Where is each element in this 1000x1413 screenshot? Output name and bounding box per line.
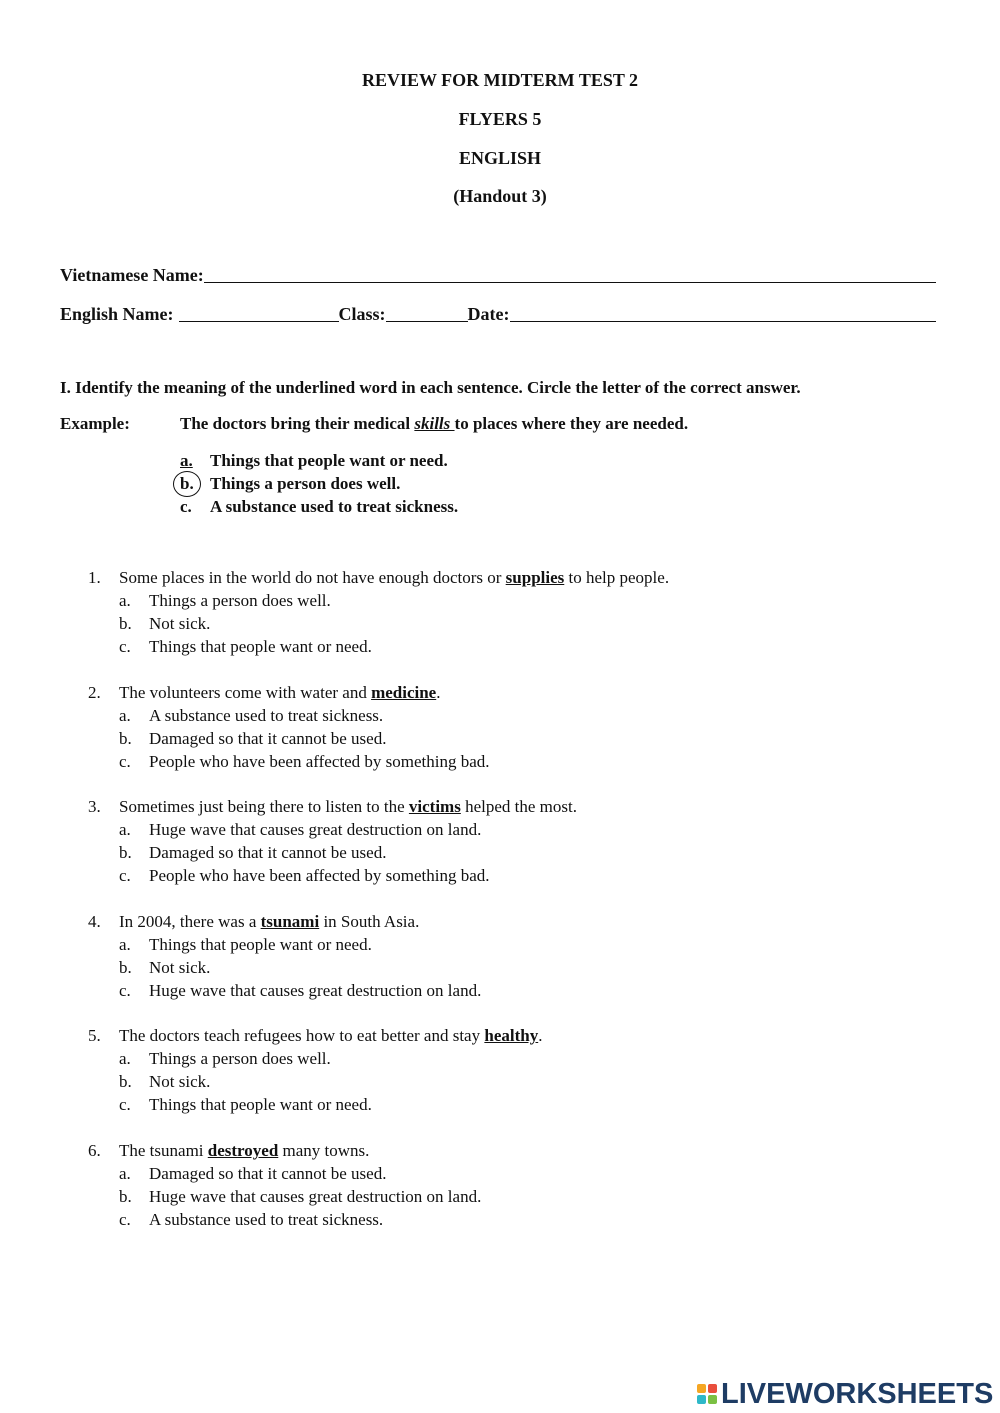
english-name-row [60,301,936,325]
example-before: The doctors bring their medical [180,414,415,433]
underlined-keyword: victims [408,797,461,816]
title-handout: (Handout 3) [453,186,547,206]
option-text: Things that people want or need. [149,935,372,954]
option-text: Damaged so that it cannot be used. [149,843,387,862]
option-text: Things a person does well. [149,591,331,610]
liveworksheets-logo[interactable] [697,1378,993,1410]
option-letter: c. [119,752,131,771]
stem-before: Some places in the world do not have enough doctors or [119,568,506,587]
option-text: Things that people want or need. [149,637,372,656]
option-text: Things that people want or need. [149,1095,372,1114]
underlined-keyword: supplies [505,568,565,587]
option-text: Not sick. [149,1072,211,1091]
option-letter: a. [119,706,131,725]
question-number: 2. [88,683,101,702]
section-instruction: I. Identify the meaning of the underlined word in each sentence. Circle the letter of the correct answer. [60,378,801,397]
option-text: People who have been affected by something bad. [149,866,490,885]
underlined-keyword: medicine [371,683,437,702]
example-option-text: A substance used to treat sickness. [210,497,459,516]
question-number: 1. [88,568,101,587]
logo-icon [697,1384,717,1404]
example-option-letter: a. [180,451,193,470]
option-letter: b. [119,1072,132,1091]
stem-before: The volunteers come with water and [119,683,372,702]
vietnamese-name-row [60,262,936,286]
stem-before: The tsunami [119,1141,208,1160]
option-letter: a. [119,591,131,610]
option-letter: a. [119,935,131,954]
example-keyword: skills [414,414,455,433]
option-letter: b. [119,614,132,633]
option-letter: c. [119,981,131,1000]
example-option-letter: b. [180,474,194,493]
english-name-label: English Name: [60,304,174,324]
example-option-letter: c. [180,497,192,516]
stem-after: to help people. [564,568,670,587]
option-text: Not sick. [149,958,211,977]
stem-after: in South Asia. [319,912,420,931]
question-stem [119,568,669,588]
option-letter: b. [119,843,132,862]
english-name-field[interactable] [179,303,339,322]
stem-before: The doctors teach refugees how to eat better and stay [119,1026,485,1045]
example-option-text: Things that people want or need. [210,451,448,470]
option-letter: a. [119,820,131,839]
option-text: Damaged so that it cannot be used. [149,1164,387,1183]
question-stem [119,683,440,703]
option-text: A substance used to treat sickness. [149,1210,384,1229]
underlined-keyword: destroyed [207,1141,279,1160]
question-stem [119,797,577,817]
title-flyers: FLYERS 5 [458,109,542,129]
class-label: Class: [338,304,386,324]
option-letter: c. [119,1095,131,1114]
logo-square [708,1395,717,1404]
logo-square [697,1395,706,1404]
stem-before: In 2004, there was a [119,912,261,931]
question-stem [119,912,419,932]
example-sentence [180,414,688,434]
title-review: REVIEW FOR MIDTERM TEST 2 [361,70,639,90]
question-number: 3. [88,797,101,816]
underlined-keyword: healthy [484,1026,539,1045]
example-after: to places where they are needed. [454,414,689,433]
stem-after: . [436,683,441,702]
logo-text: LIVEWORKSHEETS [721,1377,994,1410]
title-subject: ENGLISH [458,148,542,168]
option-text: Huge wave that causes great destruction on land. [149,1187,482,1206]
question-number: 4. [88,912,101,931]
logo-square [708,1384,717,1393]
option-letter: b. [119,1187,132,1206]
class-field[interactable] [386,303,468,322]
stem-before: Sometimes just being there to listen to the [119,797,409,816]
question-number: 5. [88,1026,101,1045]
date-field[interactable] [510,303,936,322]
date-label: Date: [467,304,510,324]
vietnamese-name-field[interactable] [204,264,936,283]
stem-after: helped the most. [460,797,577,816]
option-text: Damaged so that it cannot be used. [149,729,387,748]
option-text: A substance used to treat sickness. [149,706,384,725]
underlined-keyword: tsunami [260,912,320,931]
vietnamese-name-label: Vietnamese Name: [60,265,204,285]
option-letter: c. [119,1210,131,1229]
option-letter: b. [119,729,132,748]
stem-after: . [538,1026,543,1045]
option-text: Not sick. [149,614,211,633]
question-stem [119,1141,369,1161]
option-letter: c. [119,637,131,656]
option-text: Huge wave that causes great destruction on land. [149,981,482,1000]
option-text: Things a person does well. [149,1049,331,1068]
example-option-text: Things a person does well. [210,474,401,493]
example-label: Example: [60,414,130,433]
logo-square [697,1384,706,1393]
option-text: Huge wave that causes great destruction on land. [149,820,482,839]
option-letter: b. [119,958,132,977]
question-stem [119,1026,542,1046]
stem-after: many towns. [278,1141,370,1160]
option-letter: a. [119,1164,131,1183]
option-letter: c. [119,866,131,885]
question-number: 6. [88,1141,101,1160]
option-letter: a. [119,1049,131,1068]
option-text: People who have been affected by something bad. [149,752,490,771]
